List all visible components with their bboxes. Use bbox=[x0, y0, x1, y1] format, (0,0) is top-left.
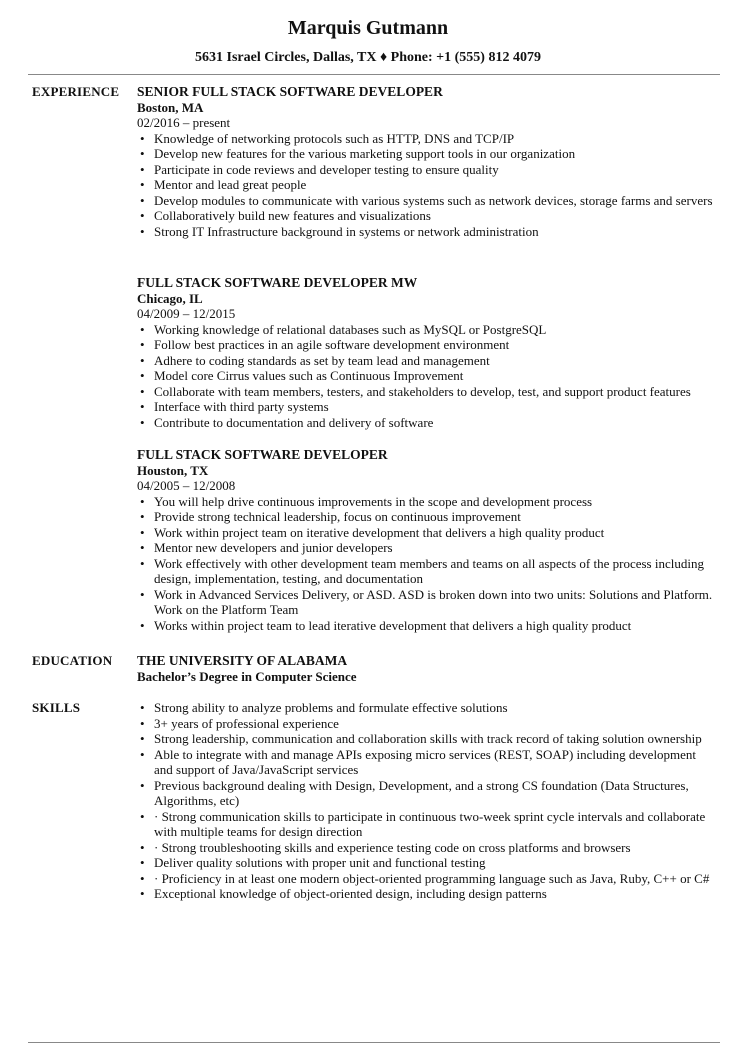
duty-item: • Provide strong technical leadership, focus on continuous improvement bbox=[137, 509, 717, 525]
skills-body bbox=[137, 700, 717, 902]
skill-item: • Strong ability to analyze problems and formulate effective solutions bbox=[137, 700, 717, 716]
header-divider bbox=[28, 74, 720, 75]
job-location: Chicago, IL bbox=[137, 290, 203, 306]
job-dates: 04/2009 – 12/2015 bbox=[137, 306, 236, 321]
job-duties bbox=[137, 131, 717, 240]
contact-line: 5631 Israel Circles, Dallas, TX ♦ Phone: +1 (555) 812 4079 bbox=[195, 50, 541, 65]
skill-item: • Deliver quality solutions with proper unit and functional testing bbox=[137, 855, 717, 871]
duty-item: • Interface with third party systems bbox=[137, 399, 717, 415]
job-entry bbox=[137, 275, 717, 430]
skill-item: • 3+ years of professional experience bbox=[137, 716, 717, 732]
duty-item: • Develop new features for the various marketing support tools in our organization bbox=[137, 146, 717, 162]
job-title: FULL STACK SOFTWARE DEVELOPER MW bbox=[137, 275, 418, 290]
duty-item: • Contribute to documentation and delivery of software bbox=[137, 415, 717, 431]
candidate-name: Marquis Gutmann bbox=[287, 17, 449, 39]
duty-item: • Works within project team to lead iterative development that delivers a high quality product bbox=[137, 618, 717, 634]
skill-item: • Able to integrate with and manage APIs exposing micro services (REST, SOAP) including development and support of Java/JavaScript services bbox=[137, 747, 717, 778]
duty-item: • Develop modules to communicate with various systems such as network devices, storage farms and servers bbox=[137, 193, 717, 209]
duty-item: • Mentor new developers and junior developers bbox=[137, 540, 717, 556]
job-entry bbox=[137, 447, 717, 633]
skills-list bbox=[137, 700, 717, 902]
job-location: Houston, TX bbox=[137, 462, 209, 478]
duty-item: • Collaboratively build new features and visualizations bbox=[137, 208, 717, 224]
duty-item: • Work within project team on iterative development that delivers a high quality product bbox=[137, 525, 717, 541]
duty-item: • Model core Cirrus values such as Continuous Improvement bbox=[137, 368, 717, 384]
section-label-experience: EXPERIENCE bbox=[32, 84, 120, 99]
duty-item: • Working knowledge of relational databases such as MySQL or PostgreSQL bbox=[137, 322, 717, 338]
job-title: FULL STACK SOFTWARE DEVELOPER bbox=[137, 447, 388, 462]
duty-item: • Work in Advanced Services Delivery, or ASD. ASD is broken down into two units: Solutions and Platform. Work on the Platform Team bbox=[137, 587, 717, 618]
skill-item: • Previous background dealing with Design, Development, and a strong CS foundation (Data Structures, Algorithms, etc) bbox=[137, 778, 717, 809]
skill-item: • · Strong troubleshooting skills and experience testing code on cross platforms and browsers bbox=[137, 840, 717, 856]
skill-item: • · Proficiency in at least one modern object-oriented programming language such as Java, Ruby, C++ or C# bbox=[137, 871, 717, 887]
skill-item: • Exceptional knowledge of object-oriented design, including design patterns bbox=[137, 886, 717, 902]
section-label-skills: SKILLS bbox=[32, 700, 81, 715]
job-title: SENIOR FULL STACK SOFTWARE DEVELOPER bbox=[137, 84, 443, 99]
school-name: THE UNIVERSITY OF ALABAMA bbox=[137, 653, 348, 668]
job-duties bbox=[137, 494, 717, 634]
duty-item: • Strong IT Infrastructure background in systems or network administration bbox=[137, 224, 717, 240]
duty-item: • Adhere to coding standards as set by team lead and management bbox=[137, 353, 717, 369]
job-duties bbox=[137, 322, 717, 431]
degree-name: Bachelor’s Degree in Computer Science bbox=[137, 668, 357, 684]
job-dates: 04/2005 – 12/2008 bbox=[137, 478, 236, 493]
education-body bbox=[137, 653, 717, 684]
duty-item: • You will help drive continuous improvements in the scope and development process bbox=[137, 494, 717, 510]
footer-divider bbox=[28, 1042, 720, 1043]
duty-item: • Follow best practices in an agile software development environment bbox=[137, 337, 717, 353]
skill-item: • Strong leadership, communication and collaboration skills with track record of taking solution ownership bbox=[137, 731, 717, 747]
job-entry bbox=[137, 84, 717, 239]
job-location: Boston, MA bbox=[137, 99, 204, 115]
duty-item: • Participate in code reviews and developer testing to ensure quality bbox=[137, 162, 717, 178]
duty-item: • Knowledge of networking protocols such as HTTP, DNS and TCP/IP bbox=[137, 131, 717, 147]
job-dates: 02/2016 – present bbox=[137, 115, 231, 130]
section-label-education: EDUCATION bbox=[32, 653, 113, 668]
duty-item: • Collaborate with team members, testers, and stakeholders to develop, test, and support product features bbox=[137, 384, 717, 400]
skill-item: • · Strong communication skills to participate in continuous two-week sprint cycle intervals and collaborate with multiple teams for design direction bbox=[137, 809, 717, 840]
duty-item: • Mentor and lead great people bbox=[137, 177, 717, 193]
duty-item: • Work effectively with other development team members and teams on all aspects of the process including design, implementation, testing, and documentation bbox=[137, 556, 717, 587]
